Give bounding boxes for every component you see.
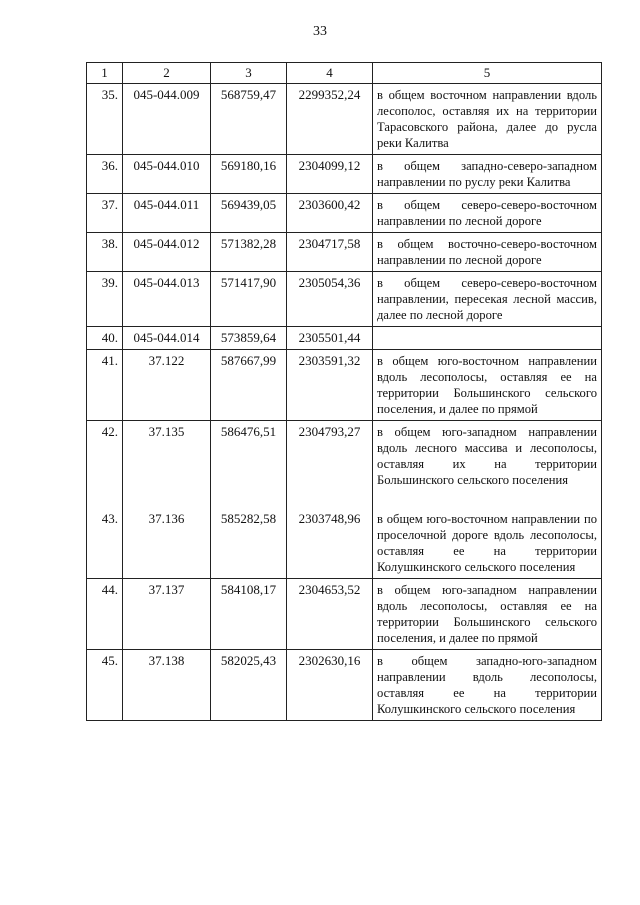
boundary-description: в общем юго-восточном направлении вдоль лесополосы, оставляя ее на территории Большинского сельского поселения, и далее по прямой <box>373 350 602 421</box>
boundary-description: в общем юго-восточном направлении по проселочной дороге вдоль лесополосы, оставляя ее на территории Колушкинского сельского поселения <box>373 491 602 579</box>
boundary-description: в общем юго-западном направлении вдоль лесополосы, оставляя ее на территории Большинского сельского поселения, и далее по прямой <box>373 579 602 650</box>
row-number: 37. <box>87 194 123 233</box>
point-id: 045-044.010 <box>123 155 211 194</box>
coordinate-y: 2303591,32 <box>287 350 373 421</box>
table-row <box>87 155 602 194</box>
coordinate-x: 571417,90 <box>211 272 287 327</box>
coordinate-y: 2305501,44 <box>287 327 373 350</box>
row-number: 45. <box>87 650 123 721</box>
coordinate-y: 2304717,58 <box>287 233 373 272</box>
boundary-description: в общем западно-юго-западном направлении вдоль лесополосы, оставляя ее на территории Колушкинского сельского поселения <box>373 650 602 721</box>
point-id: 045-044.012 <box>123 233 211 272</box>
boundary-description: в общем северо-северо-восточном направлении по лесной дороге <box>373 194 602 233</box>
table-row <box>87 84 602 155</box>
table-row <box>87 194 602 233</box>
table-row <box>87 233 602 272</box>
coordinate-y: 2304653,52 <box>287 579 373 650</box>
coordinate-x: 586476,51 <box>211 421 287 492</box>
row-number: 43. <box>87 491 123 579</box>
table-row <box>87 272 602 327</box>
page-number: 33 <box>313 24 327 39</box>
table-row <box>87 421 602 492</box>
point-id: 37.136 <box>123 491 211 579</box>
point-id: 37.122 <box>123 350 211 421</box>
boundary-description: в общем северо-северо-восточном направлении, пересекая лесной массив, далее по лесной дороге <box>373 272 602 327</box>
coordinate-x: 584108,17 <box>211 579 287 650</box>
row-number: 40. <box>87 327 123 350</box>
coordinate-x: 569180,16 <box>211 155 287 194</box>
coordinate-y: 2303748,96 <box>287 491 373 579</box>
point-id: 37.135 <box>123 421 211 492</box>
coordinate-y: 2304793,27 <box>287 421 373 492</box>
boundary-description: в общем западно-северо-западном направлении по руслу реки Калитва <box>373 155 602 194</box>
table-row <box>87 579 602 650</box>
table-header-row <box>87 63 602 84</box>
table-row <box>87 491 602 579</box>
column-header: 1 <box>87 63 123 84</box>
column-header: 3 <box>211 63 287 84</box>
boundary-description: в общем восточно-северо-восточном направлении по лесной дороге <box>373 233 602 272</box>
row-number: 39. <box>87 272 123 327</box>
table-row <box>87 350 602 421</box>
row-number: 38. <box>87 233 123 272</box>
boundary-description: в общем восточном направлении вдоль лесополос, оставляя их на территории Тарасовского района, далее до русла реки Калитва <box>373 84 602 155</box>
coordinate-y: 2299352,24 <box>287 84 373 155</box>
point-id: 045-044.009 <box>123 84 211 155</box>
table-row <box>87 327 602 350</box>
coordinate-x: 587667,99 <box>211 350 287 421</box>
coordinate-y: 2305054,36 <box>287 272 373 327</box>
coordinate-x: 569439,05 <box>211 194 287 233</box>
column-header: 2 <box>123 63 211 84</box>
point-id: 37.137 <box>123 579 211 650</box>
boundary-description <box>373 327 602 350</box>
table-row <box>87 650 602 721</box>
coordinate-y: 2302630,16 <box>287 650 373 721</box>
column-header: 4 <box>287 63 373 84</box>
row-number: 42. <box>87 421 123 492</box>
coordinate-x: 568759,47 <box>211 84 287 155</box>
point-id: 045-044.014 <box>123 327 211 350</box>
row-number: 41. <box>87 350 123 421</box>
coordinate-y: 2303600,42 <box>287 194 373 233</box>
coordinate-y: 2304099,12 <box>287 155 373 194</box>
row-number: 36. <box>87 155 123 194</box>
coordinate-x: 571382,28 <box>211 233 287 272</box>
row-number: 44. <box>87 579 123 650</box>
coordinate-x: 582025,43 <box>211 650 287 721</box>
point-id: 37.138 <box>123 650 211 721</box>
point-id: 045-044.011 <box>123 194 211 233</box>
column-header: 5 <box>373 63 602 84</box>
row-number: 35. <box>87 84 123 155</box>
coordinate-x: 585282,58 <box>211 491 287 579</box>
coordinate-x: 573859,64 <box>211 327 287 350</box>
point-id: 045-044.013 <box>123 272 211 327</box>
boundary-description: в общем юго-западном направлении вдоль лесного массива и лесополосы, оставляя их на территории Большинского сельского поселения <box>373 421 602 492</box>
boundary-points-table <box>86 62 602 721</box>
